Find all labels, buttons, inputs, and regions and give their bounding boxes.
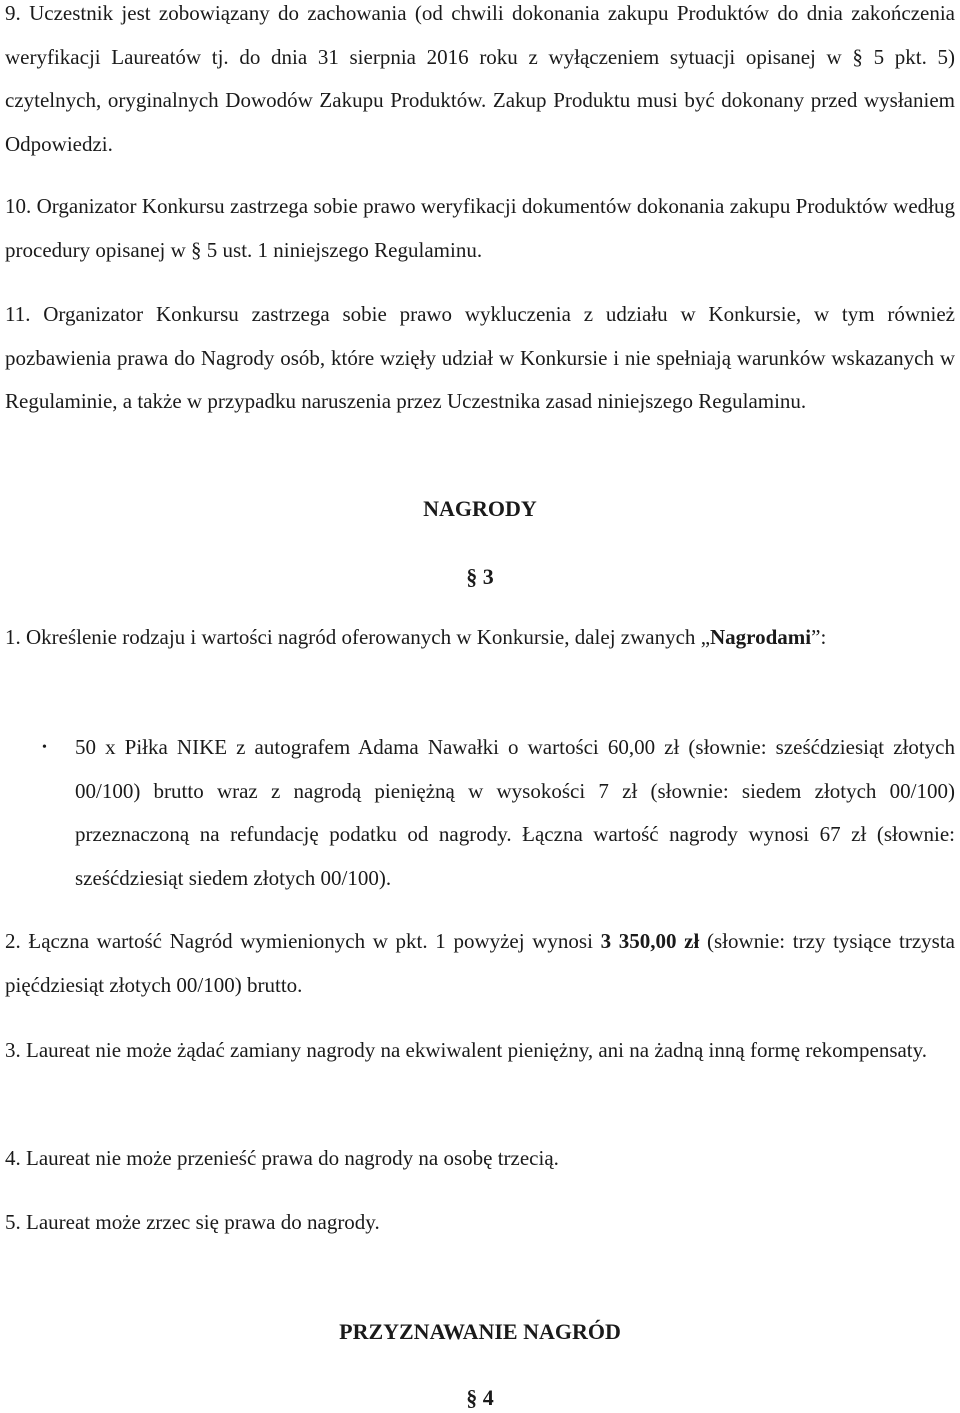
heading-nagrody: NAGRODY: [423, 496, 537, 521]
paragraph-2-text-before: 2. Łączna wartość Nagród wymienionych w pkt. 1 powyżej wynosi: [5, 929, 601, 953]
paragraph-1-text: 1. Określenie rodzaju i wartości nagród oferowanych w Konkursie, dalej zwanych: [5, 625, 696, 649]
total-prize-value: 3 350,00 zł: [600, 929, 700, 953]
opening-quote: „: [700, 625, 711, 649]
section-3-paragraph-5: 5. Laureat może zrzec się prawa do nagrody.: [5, 1210, 380, 1234]
paragraph-10: 10. Organizator Konkursu zastrzega sobie prawo weryfikacji dokumentów dokonania zakupu Produktów według procedury opisanej w § 5 ust. 1 niniejszego Regulaminu.: [5, 194, 955, 262]
paragraph-9: 9. Uczestnik jest zobowiązany do zachowania (od chwili dokonania zakupu Produktów do dnia zakończenia weryfikacji Laureatów tj. do dnia 31 sierpnia 2016 roku z wyłączeniem sytuacji opisanej w § 5 pkt. 5) czytelnych, oryginalnych Dowodów Zakupu Produktów. Zakup Produktu musi być dokonany przed wysłaniem Odpowiedzi.: [5, 1, 955, 156]
bullet-icon: •: [42, 740, 47, 755]
paragraph-11: 11. Organizator Konkursu zastrzega sobie prawo wykluczenia z udziału w Konkursie, w tym również pozbawienia prawa do Nagrody osób, które wzięły udział w Konkursie i nie spełniają warunków wskazanych w Regulaminie, a także w przypadku naruszenia przez Uczestnika zasad niniejszego Regulaminu.: [5, 302, 955, 413]
section-3-paragraph-2: [5, 920, 955, 1007]
document-page: [5, 0, 955, 1412]
closing-quote: ”:: [811, 625, 827, 649]
heading-przyznawanie-nagrod: PRZYZNAWANIE NAGRÓD: [339, 1319, 621, 1344]
section-3-sign: § 3: [466, 564, 494, 589]
section-3-paragraph-1: [5, 616, 955, 660]
paragraph-2-text-after: (słownie: trzy tysiące trzysta pięćdziesiąt złotych 00/100) brutto.: [5, 929, 955, 997]
nagrodami-term: Nagrodami: [710, 625, 812, 649]
section-3-paragraph-4: 4. Laureat nie może przenieść prawa do nagrody na osobę trzecią.: [5, 1146, 559, 1170]
prize-list-item: 50 x Piłka NIKE z autografem Adama Nawałki o wartości 60,00 zł (słownie: sześćdziesiąt złotych 00/100) brutto wraz z nagrodą pieniężną w wysokości 7 zł (słownie: siedem złotych 00/100) przeznaczoną na refundację podatku od nagrody. Łączna wartość nagrody wynosi 67 zł (słownie: sześćdziesiąt siedem złotych 00/100).: [75, 735, 955, 890]
section-4-sign: § 4: [466, 1385, 494, 1410]
section-3-paragraph-3: 3. Laureat nie może żądać zamiany nagrody na ekwiwalent pieniężny, ani na żadną inną formę rekompensaty.: [5, 1038, 928, 1062]
